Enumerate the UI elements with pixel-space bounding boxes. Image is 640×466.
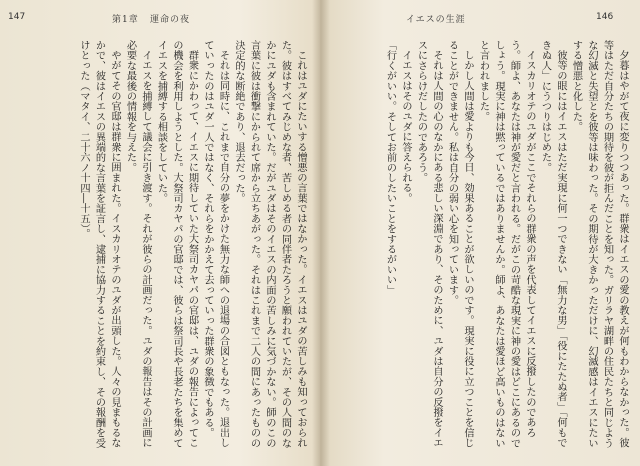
- paragraph: イエスを捕縛して議会に引き渡す。それが彼らの計画だった。ユダの報告はその計画に必要な最後の情報を与えた。: [124, 40, 151, 448]
- paragraph: それは同時に、これまで自分の夢をかけた無力な師への退場の合図ともなった。退出していったのはユダ一人ではなく、それらをかかえて去っていった群衆の象徴でもある。: [202, 40, 229, 448]
- chapter-title: 運命の夜: [150, 15, 191, 25]
- paragraph: 彼等の眼にはイエスはただ実現に何一つできない「無力な男」「役にたたぬ者」「何もできぬ人」にうつりはじめた。: [539, 40, 566, 448]
- paragraph: これはユダにたいする憎悪の言葉ではなかった。イエスはユダの苦しみも知っておられた。彼はすべてみじめな者、苦しめる者の同伴者たろうと願われていたが、その人間のなかにユダも含まれていた。だがユダはそのイエスの内面の苦しみに気づかない。師のこの言葉に彼は衝撃にかられて席から立ちあがった。それはこれまで二人の間にあったものの決定的な断絶であり、退去だった。: [233, 40, 306, 448]
- paragraph: やがてその官邸は群衆に囲まれた。イスカリオテのユダが出頭した。人々の見まもるなかで、彼はイエスの異端的な言葉を証言し、逮捕に協力することを約束し、その報酬を受けとった（マタイ、二十六ノ十四―十五）。: [78, 40, 120, 448]
- right-page: [320, 0, 640, 466]
- book-gutter: [312, 0, 330, 466]
- book-title-header: イエスの生涯: [406, 15, 466, 25]
- paragraph: 群衆にかわって、イエスに期待していた大祭司カヤパの官邸は、ユダの報告によってこの機会を利用しようとした。大祭司カヤパの官邸では、彼らは祭司長や長老たちを集めてイエスを捕縛する相談をしていた。: [155, 40, 198, 448]
- left-page-text: [8, 40, 308, 455]
- right-page-number: 146: [596, 12, 614, 22]
- paragraph: イスカリオテのユダがここでそれらの群衆の声を代表してイエスに反撥したのであろう。師よ、あなたは神が愛だと言われる。だがこの苛酷な現実に神の愛はどこにあるのでしょう。現実に神は黙っているではありませんか。師よ、あなたは愛ほど高いものはないと言われました。: [477, 40, 535, 448]
- chapter-label: 第1章: [112, 15, 139, 25]
- right-page-text: [338, 40, 630, 455]
- paragraph: イエスはそのユダに答えられる。: [400, 50, 411, 204]
- paragraph: しかし人間は愛よりも今日、効果あることが欲しいのです。現実に役に立つことを信じることができません。私は自分の弱い心を知っています。: [446, 40, 473, 448]
- paragraph: それは人間の心のなかにある悲しい深淵であり、そのために、ユダは自分の反撥をイエスにさらけだしたのであろう。: [415, 40, 442, 448]
- left-page-number: 147: [8, 12, 26, 22]
- paragraph: 夕暮はやがて夜に変りつつあった。群衆はイエスの愛の教えが何もわからなかった。彼等はただ自分たちの期待を彼が拒んだことを知った。ガリラヤ湖畔の住民たちと同じような幻滅と失望とを彼等は味わった。その期待が大きかっただけに、幻滅感はイエスにたいする憎悪と化した。: [570, 40, 628, 448]
- quoted-line: 「行くがいい。そしてお前のしたいことをするがいい」: [384, 40, 396, 295]
